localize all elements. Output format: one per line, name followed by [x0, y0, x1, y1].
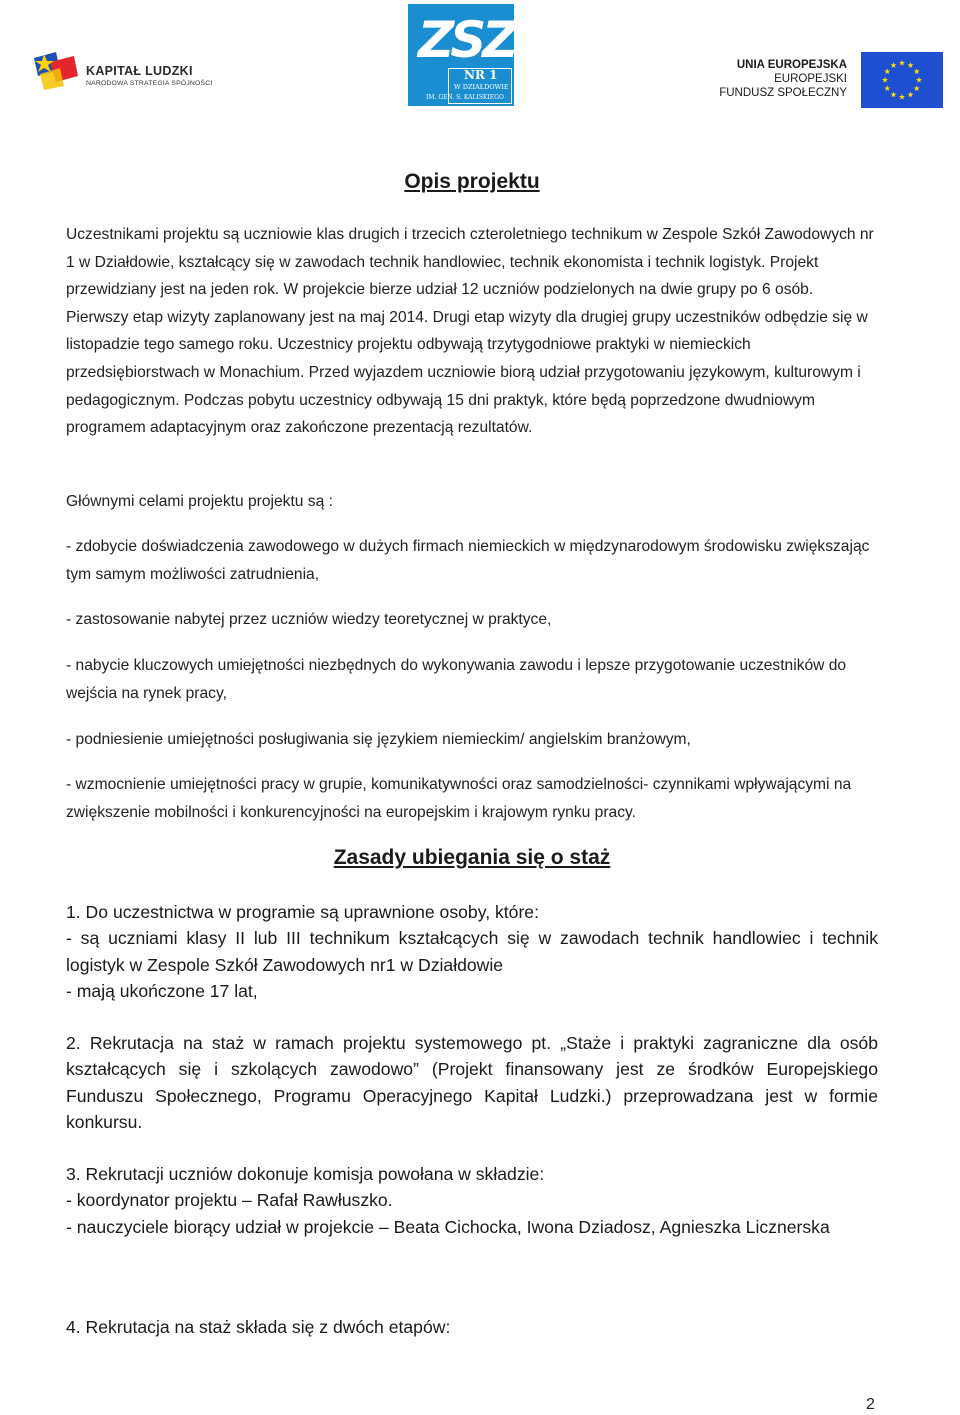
- eu-logo-text: [719, 58, 847, 100]
- school-logo-patron: IM. GEN. S. KALISKIEGO: [426, 94, 504, 101]
- eu-flag-icon: [861, 52, 943, 108]
- rule-3: [66, 1161, 878, 1240]
- goals-heading: Głównymi celami projektu projektu są :: [66, 493, 333, 510]
- school-logo-number: NR 1: [464, 68, 498, 82]
- school-logo-letters: ZSZ: [418, 11, 515, 69]
- goal-item: - podniesienie umiejętności posługiwania się językiem niemieckim/ angielskim branżowym,: [66, 731, 691, 748]
- goal-item: - zastosowanie nabytej przez uczniów wiedzy teoretycznej w praktyce,: [66, 611, 552, 628]
- goal-item: - wzmocnienie umiejętności pracy w grupie, komunikatywności oraz samodzielności- czynnikami wpływającymi na zwiększenie mobilności i konkurencyjności na europejskim i krajowym rynku pracy.: [66, 776, 852, 821]
- kapital-ludzki-emblem-icon: [30, 50, 82, 90]
- rule-3-item: - koordynator projektu – Rafał Rawłuszko.: [66, 1190, 393, 1211]
- section-title-project-description: Opis projektu: [404, 170, 540, 193]
- kapital-ludzki-title: KAPITAŁ LUDZKI: [86, 64, 193, 78]
- school-logo: [408, 4, 514, 106]
- rule-1-lead: 1. Do uczestnictwa w programie są uprawnione osoby, które:: [66, 902, 539, 922]
- eu-logo-line1: UNIA EUROPEJSKA: [736, 59, 847, 71]
- kapital-ludzki-logo: [30, 50, 240, 98]
- intro-paragraph: Uczestnikami projektu są uczniowie klas drugich i trzecich czteroletniego technikum w Zespole Szkół Zawodowych nr 1 w Działdowie, kształcący się w zawodach technik handlowiec, technik ekonomista i technik logistyk. Projekt przewidziany jest na jeden rok. W projekcie bierze udział 12 uczniów podzielonych na dwie grupy po 6 osób. Pierwszy etap wizyty zaplanowany jest na maj 2014. Drugi etap wizyty dla drugiej grupy uczestników odbędzie się w listopadzie tego samego roku. Uczestnicy projektu odbywają trzytygodniowe praktyki w niemieckich przedsiębiorstwach w Monachium. Przed wyjazdem uczniowie biorą udział przygotowaniu językowym, kulturowym i pedagogicznym. Podczas pobytu uczestnicy odbywają 15 dni praktyk, które będą poprzedzone dwudniowym programem adaptacyjnym oraz zakończone prezentacją rezultatów.: [66, 226, 874, 437]
- goal-item: - nabycie kluczowych umiejętności niezbędnych do wykonywania zawodu i lepsze przygotowanie uczestników do wejścia na rynek pracy,: [66, 657, 847, 702]
- eu-logo: [719, 52, 943, 110]
- goal-item: - zdobycie doświadczenia zawodowego w dużych firmach niemieckich w międzynarodowym środowisku zwiększając tym samym możliwości zatrudnienia,: [66, 538, 870, 583]
- eu-logo-line2: EUROPEJSKI: [774, 73, 847, 85]
- rule-3-item: - nauczyciele biorący udział w projekcie – Beata Cichocka, Iwona Dziadosz, Agnieszka Licznerska: [66, 1216, 830, 1237]
- school-logo-town: W DZIAŁDOWIE: [454, 83, 509, 91]
- rule-4: 4. Rekrutacja na staż składa się z dwóch etapów:: [66, 1317, 451, 1337]
- section-title-internship-rules: Zasady ubiegania się o staż: [333, 846, 611, 869]
- page-number: 2: [866, 1396, 875, 1413]
- kapital-ludzki-subtitle: NARODOWA STRATEGIA SPÓJNOŚCI: [86, 80, 213, 87]
- rule-2: 2. Rekrutacja na staż w ramach projektu systemowego pt. „Staże i praktyki zagraniczne dla osób kształcących się i szkolących zawodowo” (Projekt finansowany jest ze środków Europejskiego Funduszu Społecznego, Programu Operacyjnego Kapitał Ludzki.) przeprowadzana jest w formie konkursu.: [66, 1033, 878, 1133]
- rule-1: [66, 899, 878, 1005]
- rule-1-item: - mają ukończone 17 lat,: [66, 981, 258, 1002]
- eu-logo-line3: FUNDUSZ SPOŁECZNY: [719, 87, 847, 99]
- page-header: [0, 0, 960, 112]
- rule-1-item: - są uczniami klasy II lub III technikum kształcących się w zawodach technik handlowiec i technik logistyk w Zespole Szkół Zawodowych nr1 w Działdowie: [66, 928, 878, 975]
- rule-3-lead: 3. Rekrutacji uczniów dokonuje komisja powołana w składzie:: [66, 1164, 545, 1184]
